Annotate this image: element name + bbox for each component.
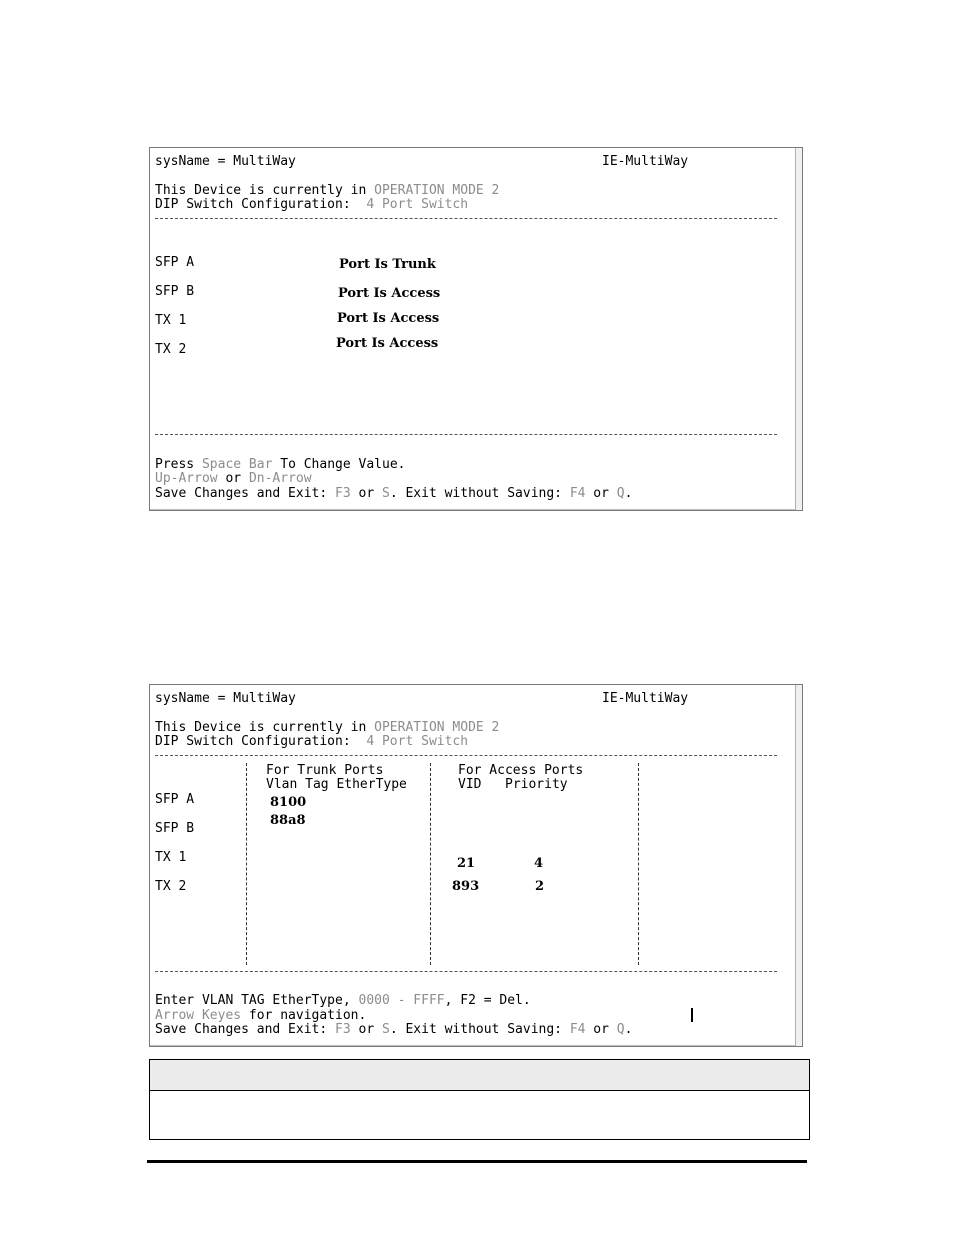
- dip-switch-line: [155, 734, 468, 749]
- port-status-sfp-b[interactable]: Port Is Access: [338, 286, 441, 301]
- vid-header: VID: [458, 777, 482, 792]
- q-key: Q: [616, 486, 625, 501]
- space-bar-key: Space Bar: [201, 457, 273, 472]
- port-name-tx-1: TX 1: [155, 313, 187, 328]
- divider-top: [155, 755, 777, 756]
- range-end: FFFF: [413, 993, 445, 1008]
- note-box-header: [150, 1060, 809, 1091]
- s-key: S: [381, 486, 390, 501]
- help-line-save-exit: [155, 486, 632, 501]
- f3-key: F3: [335, 1022, 351, 1037]
- dip-switch-line: [155, 197, 468, 212]
- operation-mode-line: [155, 183, 499, 198]
- dip-prefix: DIP Switch Configuration:: [155, 734, 367, 749]
- q-key: Q: [616, 1022, 625, 1037]
- scrollbar[interactable]: [795, 685, 802, 1046]
- f2-delete-text: , F2 = Del.: [444, 993, 531, 1008]
- port-name-tx-2: TX 2: [155, 342, 187, 357]
- mode-value: OPERATION MODE 2: [374, 183, 500, 198]
- port-status-sfp-a[interactable]: Port Is Trunk: [339, 257, 436, 272]
- trunk-ethertype-header: Vlan Tag EtherType: [266, 777, 407, 792]
- page-footer-rule: [147, 1160, 807, 1163]
- save-text: Save Changes and Exit:: [155, 486, 336, 501]
- range-dash: -: [389, 993, 414, 1008]
- press-text: Press: [155, 457, 202, 472]
- dn-arrow-key: Dn-Arrow: [248, 471, 312, 486]
- port-name-tx-1: TX 1: [155, 850, 187, 865]
- column-separator: [638, 763, 639, 965]
- vid-tx-2[interactable]: 893: [452, 879, 480, 894]
- mode-value: OPERATION MODE 2: [374, 720, 500, 735]
- divider-top: [155, 218, 777, 219]
- priority-tx-2[interactable]: 2: [535, 879, 545, 894]
- exit-text: . Exit without Saving:: [389, 1022, 570, 1037]
- priority-header: Priority: [505, 777, 568, 792]
- port-name-sfp-a: SFP A: [155, 255, 195, 270]
- port-status-tx-2[interactable]: Port Is Access: [336, 336, 439, 351]
- vid-tx-1[interactable]: 21: [457, 856, 476, 871]
- ethertype-sfp-b[interactable]: 88a8: [270, 813, 306, 828]
- or-text: or: [350, 1022, 382, 1037]
- divider-bottom: [155, 434, 777, 435]
- scrollbar[interactable]: [795, 148, 802, 510]
- device-name: IE-MultiWay: [602, 691, 689, 706]
- range-start: 0000: [358, 993, 390, 1008]
- arrow-keys-text: Arrow Keyes: [155, 1008, 242, 1023]
- f4-key: F4: [569, 486, 586, 501]
- save-text: Save Changes and Exit:: [155, 1022, 336, 1037]
- f4-key: F4: [569, 1022, 586, 1037]
- mode-prefix: This Device is currently in: [155, 183, 375, 198]
- or-text: or: [350, 486, 382, 501]
- or-text: or: [217, 471, 249, 486]
- text-cursor: [691, 1008, 693, 1022]
- exit-text: . Exit without Saving:: [389, 486, 570, 501]
- help-line-navigation: [155, 1008, 366, 1023]
- column-separator: [430, 763, 431, 965]
- up-arrow-key: Up-Arrow: [155, 471, 218, 486]
- help-line-space-bar: [155, 457, 405, 472]
- port-name-sfp-b: SFP B: [155, 284, 195, 299]
- help-line-arrows: [155, 471, 312, 486]
- f3-key: F3: [335, 486, 351, 501]
- or-text: or: [585, 1022, 617, 1037]
- column-separator: [246, 763, 247, 965]
- dip-value: 4 Port Switch: [366, 734, 469, 749]
- ethertype-sfp-a[interactable]: 8100: [270, 795, 307, 810]
- sysname-label: sysName = MultiWay: [155, 691, 296, 706]
- enter-text: Enter VLAN TAG EtherType,: [155, 993, 359, 1008]
- port-name-sfp-b: SFP B: [155, 821, 195, 836]
- to-change-text: To Change Value.: [272, 457, 406, 472]
- dip-prefix: DIP Switch Configuration:: [155, 197, 367, 212]
- terminal-screen-port-config: [149, 147, 803, 511]
- or-text: or: [585, 486, 617, 501]
- mode-prefix: This Device is currently in: [155, 720, 375, 735]
- divider-bottom: [155, 971, 777, 972]
- terminal-screen-vlan-config: [149, 684, 803, 1047]
- s-key: S: [381, 1022, 390, 1037]
- access-ports-title: For Access Ports: [458, 763, 584, 778]
- sysname-label: sysName = MultiWay: [155, 154, 296, 169]
- period: .: [624, 1022, 633, 1037]
- port-status-tx-1[interactable]: Port Is Access: [337, 311, 440, 326]
- period: .: [624, 486, 633, 501]
- help-line-save-exit: [155, 1022, 632, 1037]
- operation-mode-line: [155, 720, 499, 735]
- port-name-tx-2: TX 2: [155, 879, 187, 894]
- priority-tx-1[interactable]: 4: [534, 856, 544, 871]
- device-name: IE-MultiWay: [602, 154, 689, 169]
- help-line-enter-ethertype: [155, 993, 531, 1008]
- trunk-ports-title: For Trunk Ports: [266, 763, 384, 778]
- note-box: [149, 1059, 810, 1140]
- dip-value: 4 Port Switch: [366, 197, 469, 212]
- navigation-text: for navigation.: [241, 1008, 367, 1023]
- port-name-sfp-a: SFP A: [155, 792, 195, 807]
